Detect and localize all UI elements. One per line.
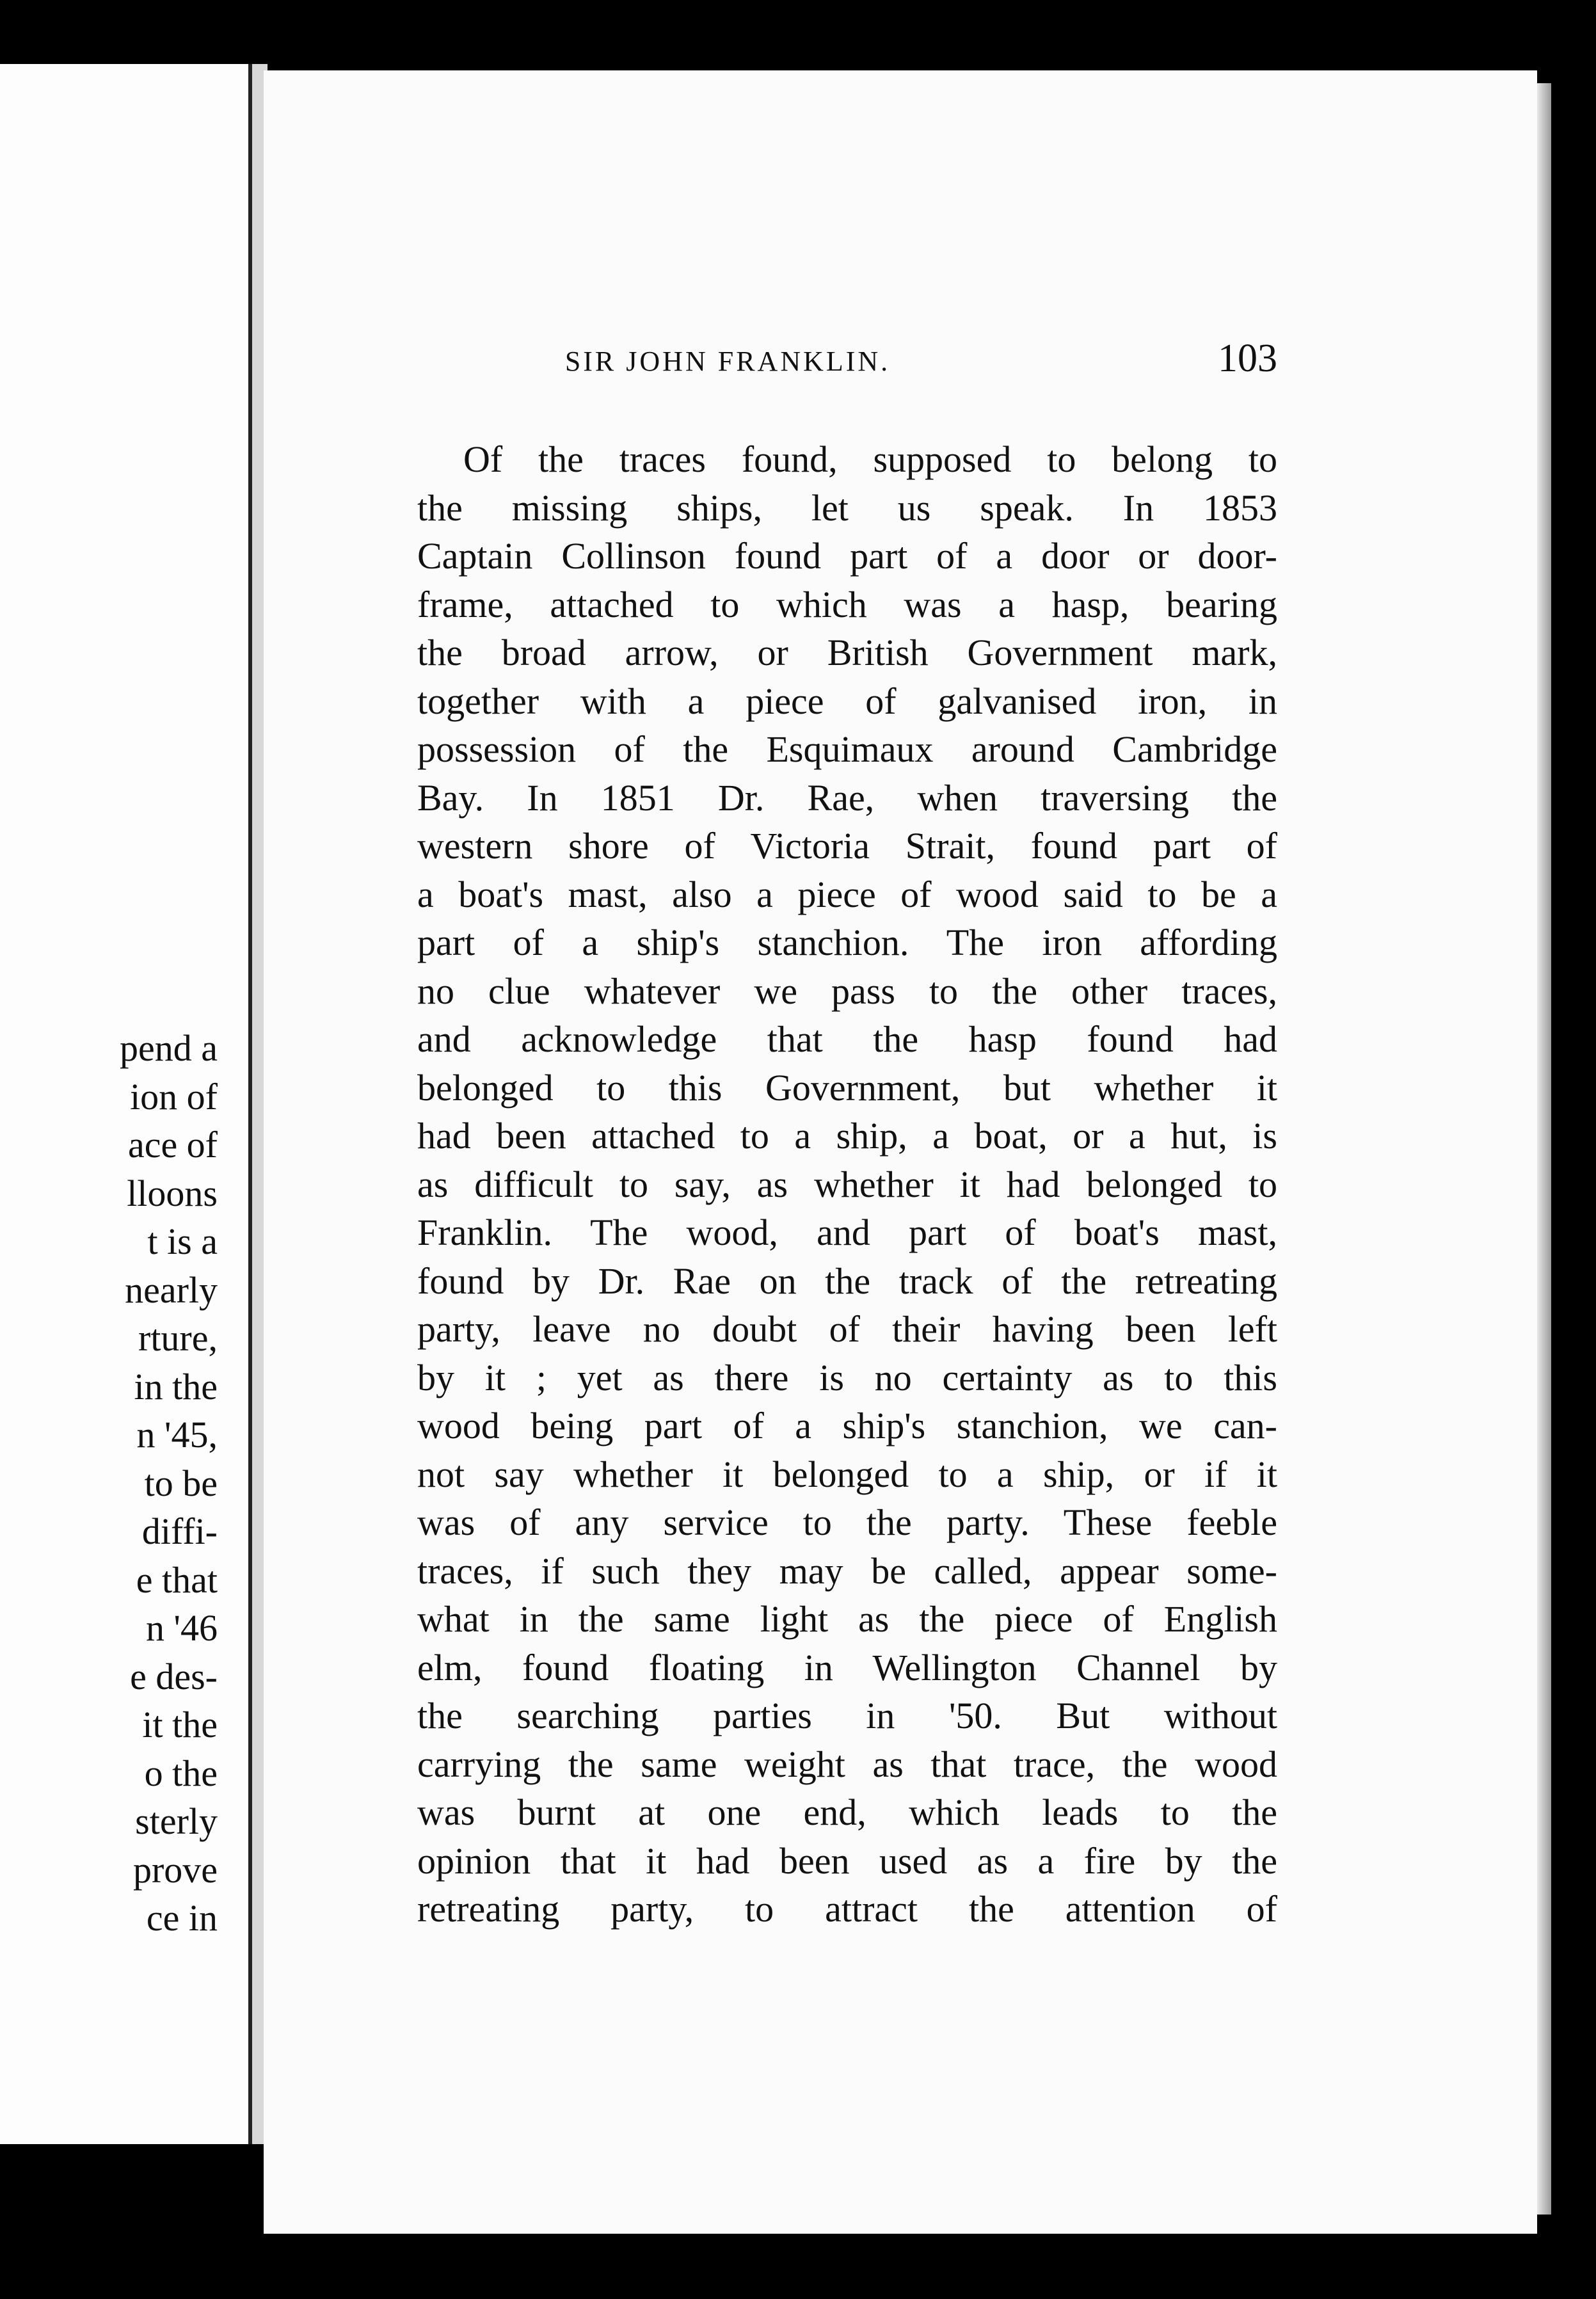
text-line: by it ; yet as there is no certainty as to this <box>417 1356 1277 1398</box>
text-line: found by Dr. Rae on the track of the retreating <box>417 1260 1277 1302</box>
text-line: a boat's mast, also a piece of wood said to be a <box>417 873 1277 915</box>
text-line: frame, attached to which was a hasp, bearing <box>417 583 1277 625</box>
text-line: was of any service to the party. These feeble <box>417 1502 1277 1543</box>
text-line: part of a ship's stanchion. The iron affording <box>417 922 1277 963</box>
left-line: o the <box>144 1752 218 1794</box>
text-line: not say whether it belonged to a ship, or if it <box>417 1453 1277 1495</box>
left-line: prove <box>132 1848 218 1891</box>
left-line: n '45, <box>136 1414 218 1455</box>
text-line: traces, if such they may be called, appear some- <box>417 1550 1277 1592</box>
text-line: the searching parties in '50. But without <box>417 1695 1277 1736</box>
left-line: e that <box>136 1558 218 1601</box>
left-line: t is a <box>147 1221 218 1262</box>
text-line: the broad arrow, or British Government mark, <box>417 632 1277 673</box>
left-line: ion of <box>130 1075 218 1117</box>
text-line: as difficult to say, as whether it had belonged to <box>417 1163 1277 1205</box>
text-line: opinion that it had been used as a fire by the <box>417 1839 1277 1882</box>
text-line: carrying the same weight as that trace, the wood <box>417 1743 1277 1785</box>
text-line: and acknowledge that the hasp found had <box>417 1018 1277 1060</box>
text-line: was burnt at one end, which leads to the <box>417 1791 1277 1833</box>
running-title: SIR JOHN FRANKLIN. <box>564 346 891 377</box>
text-line: Franklin. The wood, and part of boat's mast, <box>417 1212 1277 1253</box>
left-line: lloons <box>127 1172 218 1214</box>
left-line: to be <box>144 1462 218 1504</box>
text-line: party, leave no doubt of their having been left <box>417 1308 1277 1350</box>
left-line: in the <box>134 1365 218 1407</box>
left-line: ace of <box>127 1124 218 1166</box>
text-line: possession of the Esquimaux around Cambridge <box>417 728 1277 770</box>
text-line: Bay. In 1851 Dr. Rae, when traversing the <box>417 776 1277 819</box>
left-line: sterly <box>135 1800 218 1842</box>
text-line: had been attached to a ship, a boat, or a hut, is <box>417 1115 1277 1157</box>
left-line: it the <box>142 1704 218 1745</box>
text-line: the missing ships, let us speak. In 1853 <box>417 486 1277 529</box>
left-line: diffi- <box>141 1510 218 1552</box>
text-line: western shore of Victoria Strait, found part of <box>417 825 1277 867</box>
text-line: belonged to this Government, but whether it <box>417 1066 1277 1109</box>
text-line: together with a piece of galvanised iron, in <box>417 680 1277 722</box>
text-line: wood being part of a ship's stanchion, we can- <box>417 1405 1277 1446</box>
left-line: pend a <box>120 1027 218 1069</box>
text-line: no clue whatever we pass to the other traces, <box>417 970 1277 1012</box>
body-text <box>417 435 1277 1934</box>
text-line: elm, found floating in Wellington Channel by <box>417 1646 1277 1688</box>
left-line: n '46 <box>146 1607 218 1649</box>
page-edge <box>1537 83 1551 2215</box>
text-line: what in the same light as the piece of English <box>417 1598 1277 1640</box>
running-head <box>392 336 1277 387</box>
left-line: rture, <box>138 1317 218 1359</box>
text-line: retreating party, to attract the attention of <box>417 1888 1277 1930</box>
left-page <box>0 64 248 2144</box>
text-line: Of the traces found, supposed to belong to <box>463 438 1277 480</box>
page-number: 103 <box>1218 337 1277 380</box>
left-line: e des- <box>130 1655 218 1697</box>
left-line: nearly <box>125 1269 218 1311</box>
left-line: ce in <box>146 1897 218 1939</box>
left-page-text <box>0 1024 248 1943</box>
text-line: Captain Collinson found part of a door or door- <box>417 535 1277 577</box>
